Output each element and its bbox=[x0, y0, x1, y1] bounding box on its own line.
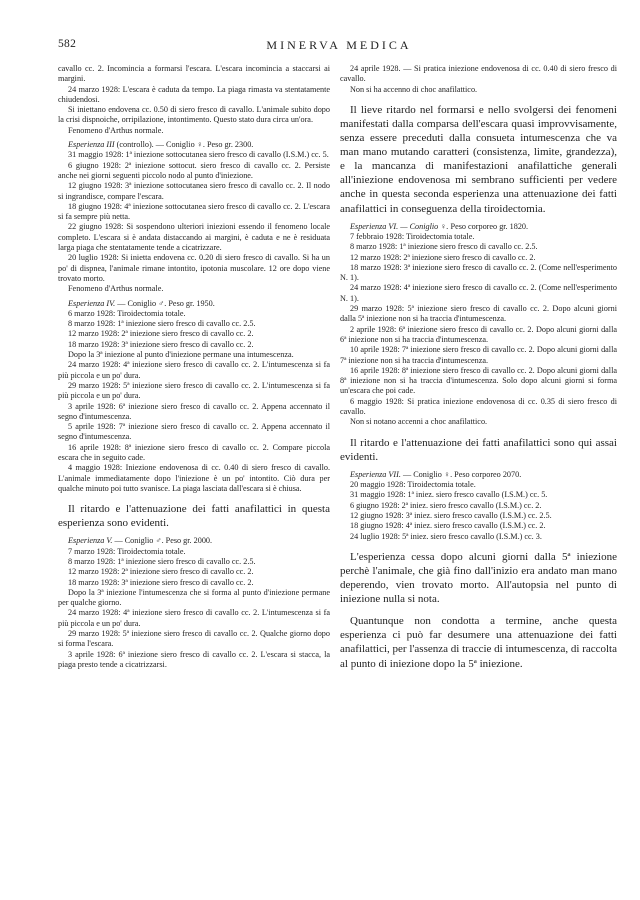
protocol-entry: 29 marzo 1928: 5ª iniezione siero fresco di cavallo cc. 2. Dopo alcuni giorni dalla 5ª iniezione non si ha traccia d'intumescenza. bbox=[340, 304, 617, 324]
experiment-subject: (controllo). — Coniglio ♀. Peso gr. 2300. bbox=[114, 140, 254, 150]
protocol-entry: 12 giugno 1928: 3ª iniez. siero fresco cavallo (I.S.M.) cc. 2.5. bbox=[350, 510, 552, 520]
protocol-entry: Fenomeno d'Arthus normale. bbox=[68, 125, 164, 135]
page-number: 582 bbox=[58, 38, 77, 50]
journal-title: MINERVA MEDICA bbox=[266, 38, 412, 52]
protocol-entry: 3 aprile 1928: 6ª iniezione siero fresco di cavallo cc. 2. Appena accennato il segno d'intumescenza. bbox=[58, 401, 330, 421]
experiment-title: Esperienza IV. bbox=[68, 298, 116, 308]
section-paragraph: Quantunque non condotta a termine, anche questa esperienza ci può far desumere una attenuazione dei fatti anafilattici, per l'assenza di traccie di intumescenza, di raccolta al punto di iniezione dopo la 5ª iniezione. bbox=[340, 615, 617, 670]
protocol-entry: 24 marzo 1928: 4ª iniezione siero fresco di cavallo cc. 2. L'intumescenza si fa più piccola e un po' dura. bbox=[58, 360, 330, 380]
protocol-entry: Fenomeno d'Arthus normale. bbox=[68, 284, 164, 294]
protocol-entry: 18 giugno 1928: 4ª iniez. siero fresco cavallo (I.S.M.) cc. 2. bbox=[350, 521, 546, 531]
right-column bbox=[340, 64, 617, 677]
experiment-subject: — Coniglio ♀. Peso corporeo 2070. bbox=[400, 469, 522, 479]
experiment-heading bbox=[340, 222, 617, 232]
protocol-entry: Dopo la 3ª iniezione al punto d'iniezione permane una intumescenza. bbox=[68, 350, 294, 360]
protocol-entry: 2 aprile 1928: 6ª iniezione siero fresco di cavallo cc. 2. Dopo alcuni giorni dalla 6ª iniezione non si ha traccia d'intumescenza. bbox=[340, 324, 617, 344]
protocol-entry: 20 maggio 1928: Tiroidectomia totale. bbox=[350, 480, 476, 490]
protocol-entry: 12 giugno 1928: 3ª iniezione sottocutanea siero fresco di cavallo cc. 2. Il nodo si ingrandisce, compare l'escara. bbox=[58, 181, 330, 201]
experiment-title: Esperienza VII. bbox=[350, 469, 401, 479]
protocol-entry: 8 marzo 1928: 1ª iniezione siero fresco di cavallo cc. 2.5. bbox=[68, 556, 256, 566]
protocol-entry: 18 marzo 1928: 3ª iniezione siero fresco di cavallo cc. 2. bbox=[68, 577, 254, 587]
protocol-entry: 10 aprile 1928: 7ª iniezione siero fresco di cavallo cc. 2. Dopo alcuni giorni dalla 7ª iniezione non si ha traccia d'intumescenza. bbox=[340, 345, 617, 365]
section-paragraph: L'esperienza cessa dopo alcuni giorni dalla 5ª iniezione perchè l'animale, che già fino dall'inizio era andato man mano deperendo, vien trovato morto. All'autopsia nel punto di iniezione nulla si nota. bbox=[340, 550, 617, 606]
protocol-entry: 31 maggio 1928: 1ª iniez. siero fresco cavallo (I.S.M.) cc. 5. bbox=[350, 490, 548, 500]
experiment-title: Esperienza VI. — Coniglio ♀. bbox=[350, 221, 449, 231]
left-column bbox=[58, 64, 330, 670]
protocol-entry: 18 marzo 1928: 3ª iniezione siero fresco di cavallo cc. 2. (Come nell'esperimento N. 1). bbox=[340, 262, 617, 283]
protocol-entry: 16 aprile 1928: 8ª iniezione siero fresco di cavallo cc. 2. Compare piccola escara che in seguito cade. bbox=[58, 442, 330, 462]
protocol-entry: 12 marzo 1928: 2ª iniezione siero fresco di cavallo cc. 2. bbox=[68, 329, 254, 339]
protocol-entry: Si iniettano endovena cc. 0.50 di siero fresco di cavallo. L'animale subito dopo la crisi dispnoiche, orripilazione, intontimento. Questo stato dura circa un'ora. bbox=[58, 105, 330, 125]
protocol-entry: Non si ha accenno di choc anafilattico. bbox=[350, 84, 478, 94]
experiment-heading bbox=[58, 536, 330, 546]
protocol-entry: 4 maggio 1928: Iniezione endovenosa di cc. 0.40 di siero fresco di cavallo. L'animale immediatamente dopo l'iniezione è un po' intontito. Ciò dura per qualche minuto poi tutto svanisce. La piaga lasciata dall'escara si è chiusa. bbox=[58, 463, 330, 493]
experiment-title: Esperienza V. bbox=[68, 536, 113, 546]
section-paragraph: Il lieve ritardo nel formarsi e nello svolgersi dei fenomeni manifestati dalla comparsa dell'escara quasi improvvisamente, senza essere preceduti dalla consueta intumescenza che va man mano mutando caratteri (consistenza, limite, grandezza), e la mancanza di manifestazioni anafilattiche generali all'iniezione endovenosa mi sembrano sufficienti per vedere anche in questa seconda esperienza una attenuazione dei fatti anafilattici in conseguenza della tiroidectomia. bbox=[340, 103, 617, 215]
experiment-heading bbox=[340, 470, 617, 480]
experiment-title: Esperienza III bbox=[68, 140, 115, 150]
protocol-entry: 22 giugno 1928: Si sospendono ulteriori iniezioni essendo il fenomeno locale completo. L'escara si è andata distaccando ai margini, è caduta e ne è residuata larga piaga che stentatamente tende a cicatrizzare. bbox=[58, 222, 330, 253]
protocol-entry: Dopo la 3ª iniezione l'intumescenza che si forma al punto d'iniezione permane per qualche giorno. bbox=[58, 587, 330, 608]
protocol-entry: 24 marzo 1928: 4ª iniezione siero fresco di cavallo cc. 2. (Come nell'esperimento N. 1). bbox=[340, 283, 617, 303]
protocol-entry: 20 luglio 1928: Si inietta endovena cc. 0.20 di siero fresco di cavallo. Si ha un po' di dispnea, l'animale rimane intontito, ipotonia muscolare. 12 ore dopo viene trovato morto. bbox=[58, 253, 330, 283]
protocol-entry: 8 marzo 1928: 1ª iniezione siero fresco di cavallo cc. 2.5. bbox=[350, 242, 538, 252]
experiment-subject: — Coniglio ♂. Peso gr. 2000. bbox=[112, 536, 213, 546]
protocol-entry: 6 maggio 1928: Si pratica iniezione endovenosa di cc. 0.35 di siero fresco di cavallo. bbox=[340, 396, 617, 416]
protocol-entry: 8 marzo 1928: 1ª iniezione siero fresco di cavallo cc. 2.5. bbox=[68, 319, 256, 329]
section-paragraph: Il ritardo e l'attenuazione dei fatti anafilattici sono qui assai evidenti. bbox=[340, 436, 617, 463]
protocol-entry: 24 marzo 1928: 4ª iniezione siero fresco di cavallo cc. 2. L'intumescenza si fa più piccola e un po' dura. bbox=[58, 608, 330, 628]
protocol-entry: 6 giugno 1928: 2ª iniezione sottocut. siero fresco di cavallo cc. 2. Persiste anche nei giorni seguenti piccolo nodo al punto d'iniezione. bbox=[58, 160, 330, 180]
protocol-entry: 29 marzo 1928: 5ª iniezione siero fresco di cavallo cc. 2. L'intumescenza si fa più piccola e un po' dura. bbox=[58, 380, 330, 401]
protocol-entry: 3 aprile 1928: 6ª iniezione siero fresco di cavallo cc. 2. L'escara si stacca, la piaga presto tende a cicatrizzarsi. bbox=[58, 649, 330, 669]
protocol-entry: 6 giugno 1928: 2ª iniez. siero fresco cavallo (I.S.M.) cc. 2. bbox=[350, 500, 542, 510]
protocol-entry: 7 febbraio 1928: Tiroidectomia totale. bbox=[350, 231, 475, 241]
experiment-subject: Peso corporeo gr. 1820. bbox=[448, 221, 529, 231]
protocol-entry: 18 giugno 1928: 4ª iniezione sottocutanea siero fresco di cavallo cc. 2. L'escara si fa sempre più netta. bbox=[58, 201, 330, 222]
protocol-entry: cavallo cc. 2. Incomincia a formarsi l'escara. L'escara incomincia a staccarsi ai margini. bbox=[58, 64, 330, 84]
protocol-entry: 12 marzo 1928: 2ª iniezione siero fresco di cavallo cc. 2. bbox=[350, 252, 536, 262]
experiment-heading bbox=[58, 140, 330, 150]
section-paragraph: Il ritardo e l'attenuazione dei fatti anafilattici in questa esperienza sono evidenti. bbox=[58, 503, 330, 530]
protocol-entry: 31 maggio 1928: 1ª iniezione sottocutanea siero fresco di cavallo (I.S.M.) cc. 5. bbox=[68, 150, 329, 160]
protocol-entry: 12 marzo 1928: 2ª iniezione siero fresco di cavallo cc. 2. bbox=[68, 567, 254, 577]
protocol-entry: 18 marzo 1928: 3ª iniezione siero fresco di cavallo cc. 2. bbox=[68, 339, 254, 349]
protocol-entry: 5 aprile 1928: 7ª iniezione siero fresco di cavallo cc. 2. Appena accennato il segno d'intumescenza. bbox=[58, 422, 330, 442]
protocol-entry: 24 aprile 1928. — Si pratica iniezione endovenosa di cc. 0.40 di siero fresco di cavallo. bbox=[340, 64, 617, 84]
experiment-subject: — Coniglio ♂. Peso gr. 1950. bbox=[115, 298, 215, 308]
protocol-entry: 24 luglio 1928: 5ª iniez. siero fresco cavallo (I.S.M.) cc. 3. bbox=[350, 531, 542, 541]
protocol-entry: 7 marzo 1928: Tiroidectomia totale. bbox=[68, 546, 186, 556]
protocol-entry: Non si notano accenni a choc anafilattico. bbox=[350, 417, 488, 427]
protocol-entry: 29 marzo 1928: 5ª iniezione siero fresco di cavallo cc. 2. Qualche giorno dopo si forma l'escara. bbox=[58, 629, 330, 649]
protocol-entry: 16 aprile 1928: 8ª iniezione siero fresco di cavallo cc. 2. Dopo alcuni giorni dalla 8ª iniezione non si ha traccia d'intumescenza. Solo dopo alcuni giorni si forma un'escara che poi cade. bbox=[340, 365, 617, 396]
experiment-heading bbox=[58, 299, 330, 309]
page-header bbox=[58, 38, 620, 54]
protocol-entry: 6 marzo 1928: Tiroidectomia totale. bbox=[68, 308, 186, 318]
protocol-entry: 24 marzo 1928: L'escara è caduta da tempo. La piaga rimasta va stentatamente chiudendosi. bbox=[58, 84, 330, 104]
